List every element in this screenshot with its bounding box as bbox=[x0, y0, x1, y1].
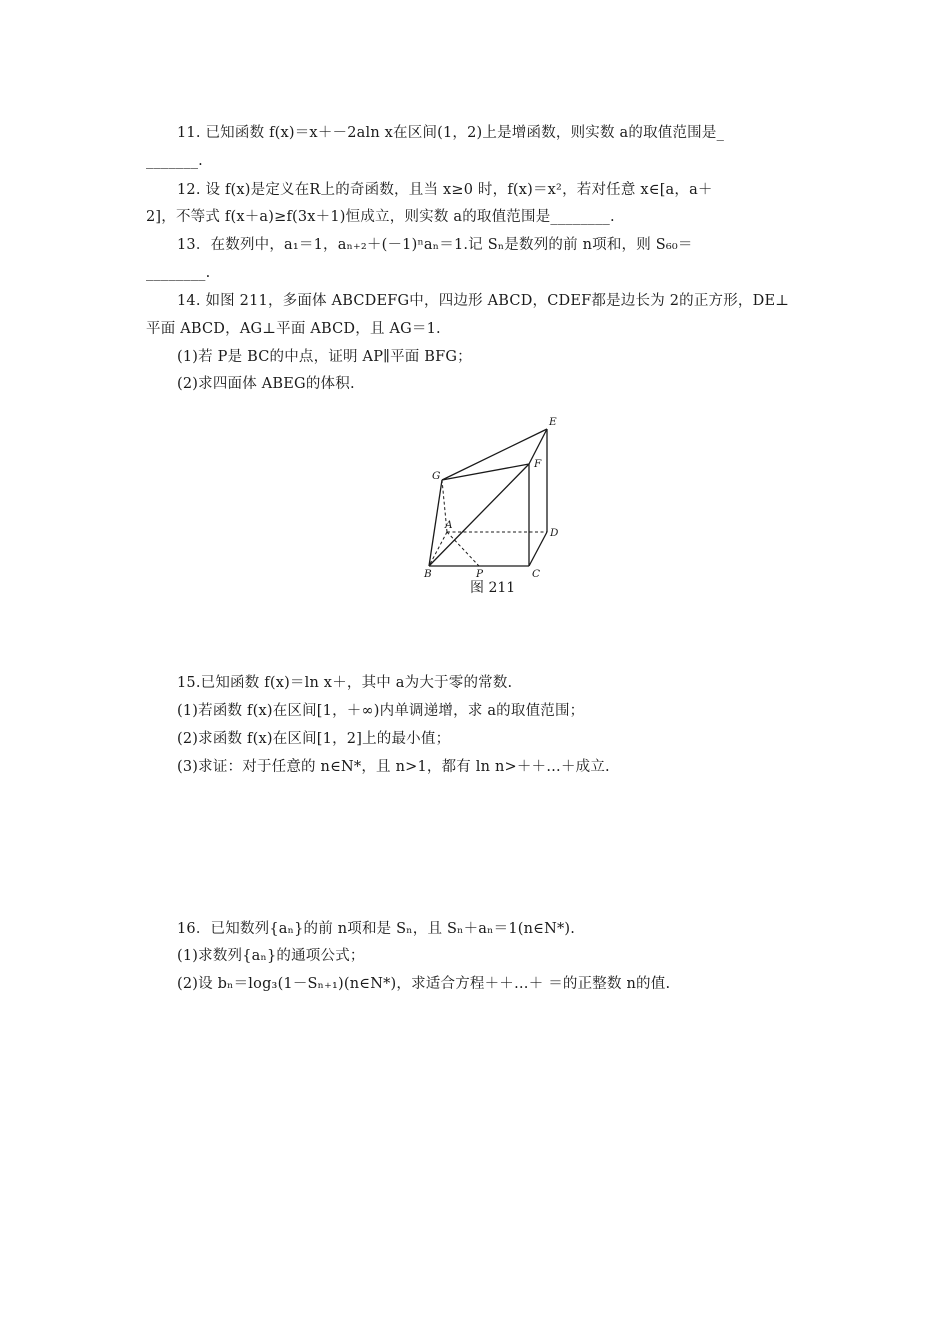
vertex-label-P: P bbox=[476, 568, 484, 580]
problem-16-line-1: 16．已知数列{aₙ}的前 n项和是 Sₙ，且 Sₙ＋aₙ＝1(n∈N*). bbox=[177, 921, 576, 937]
edge-GE bbox=[442, 429, 547, 480]
problem-15-part-1: (1)若函数 f(x)在区间[1，＋∞)内单调递增，求 a的取值范围； bbox=[177, 703, 585, 719]
figure-caption: 图 211 bbox=[470, 580, 516, 596]
problem-16-part-1: (1)求数列{aₙ}的通项公式； bbox=[177, 948, 365, 964]
vertex-label-G: G bbox=[432, 470, 441, 482]
problem-14-part-1: (1)若 P是 BC的中点，证明 AP∥平面 BFG； bbox=[177, 349, 472, 365]
vertex-label-F: F bbox=[534, 458, 542, 470]
problem-11-line-1: 11. 已知函数 f(x)＝x＋－2aln x在区间(1，2)上是增函数，则实数 a的取值范围是_ bbox=[177, 125, 725, 141]
problem-15-part-2: (2)求函数 f(x)在区间[1，2]上的最小值； bbox=[177, 731, 451, 747]
problem-14-line-1: 14. 如图 211，多面体 ABCDEFG中，四边形 ABCD，CDEF都是边长为 2的正方形，DE⊥ bbox=[177, 293, 790, 309]
vertex-label-C: C bbox=[532, 568, 541, 580]
problem-16-part-2: (2)设 bₙ＝log₃(1－Sₙ₊₁)(n∈N*)，求适合方程＋＋…＋ ＝的正整数 n的值. bbox=[177, 976, 671, 992]
vertex-label-B: B bbox=[424, 568, 432, 580]
problem-14-part-2: (2)求四面体 ABEG的体积. bbox=[177, 376, 355, 392]
problem-15-part-3: (3)求证：对于任意的 n∈N*，且 n>1，都有 ln n>＋＋…＋成立. bbox=[177, 759, 610, 775]
problem-13-line-2: ________. bbox=[146, 265, 211, 281]
problem-11-line-2: _______. bbox=[146, 153, 203, 169]
vertex-label-A: A bbox=[445, 519, 453, 531]
polyhedron-diagram bbox=[418, 412, 568, 597]
problem-15-line-1: 15.已知函数 f(x)＝ln x＋，其中 a为大于零的常数. bbox=[177, 675, 513, 691]
problem-13-line-1: 13．在数列中，a₁＝1，aₙ₊₂＋(－1)ⁿaₙ＝1.记 Sₙ是数列的前 n项和，则 S₆₀＝ bbox=[177, 237, 693, 253]
polyhedron-figure bbox=[418, 412, 568, 597]
vertex-label-D: D bbox=[550, 527, 559, 539]
vertex-label-E: E bbox=[549, 416, 557, 428]
problem-12-line-2: 2]，不等式 f(x＋a)≥f(3x＋1)恒成立，则实数 a的取值范围是________. bbox=[146, 209, 615, 225]
problem-14-line-2: 平面 ABCD，AG⊥平面 ABCD，且 AG＝1. bbox=[146, 321, 441, 337]
edge-CD bbox=[529, 532, 547, 566]
problem-12-line-1: 12. 设 f(x)是定义在R上的奇函数，且当 x≥0 时，f(x)＝x²，若对任意 x∈[a，a＋ bbox=[177, 182, 713, 198]
segment-AP bbox=[447, 532, 479, 566]
